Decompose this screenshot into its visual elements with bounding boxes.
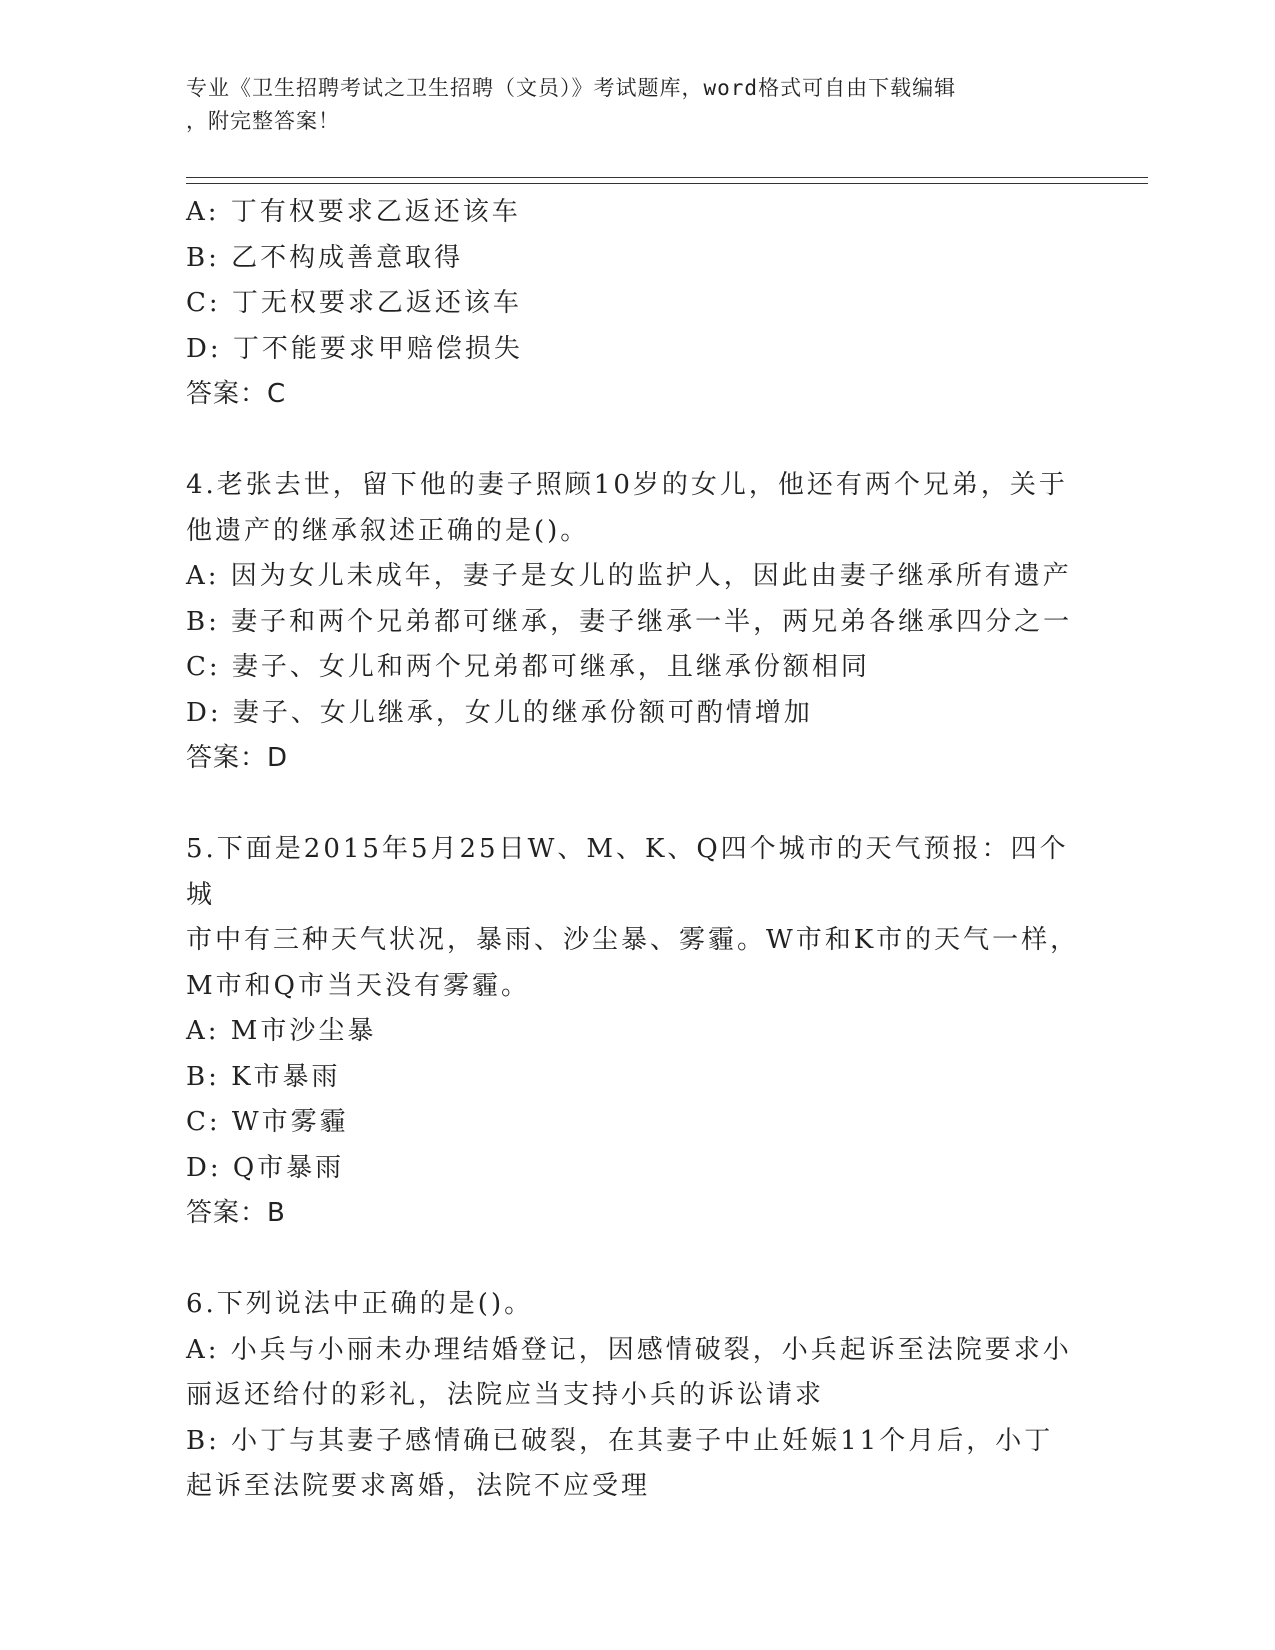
option-d: D: 丁不能要求甲赔偿损失 <box>186 333 523 364</box>
answer: 答案：C <box>186 379 287 409</box>
spacer <box>186 418 1086 464</box>
option-c: C: W市雾霾 <box>186 1107 349 1137</box>
option-d: D: 妻子、女儿继承，女儿的继承份额可酌情增加 <box>186 697 813 728</box>
option-c: C: 妻子、女儿和两个兄弟都可继承，且继承份额相同 <box>186 652 870 682</box>
spacer <box>186 1237 1086 1283</box>
option-b: B: 乙不构成善意取得 <box>186 242 464 273</box>
question-6 <box>186 1282 1086 1510</box>
question-stem-line: 4.老张去世，留下他的妻子照顾10岁的女儿，他还有两个兄弟，关于 <box>186 470 1068 500</box>
spacer <box>186 782 1086 828</box>
option-b: B: K市暴雨 <box>186 1061 341 1092</box>
question-stem-line: 5.下面是2015年5月25日W、M、K、Q四个城市的天气预报：四个城 <box>186 834 1069 910</box>
question-stem-line: 6.下列说法中正确的是()。 <box>186 1289 534 1319</box>
option-a: A: 因为女儿未成年，妻子是女儿的监护人，因此由妻子继承所有遗产 <box>186 561 1072 591</box>
header-line-1: 专业《卫生招聘考试之卫生招聘（文员）》考试题库，word格式可自由下载编辑 <box>186 76 957 100</box>
document-body <box>186 190 1086 1510</box>
question-stem-line: M市和Q市当天没有雾霾。 <box>186 970 530 1001</box>
option-a: A: 丁有权要求乙返还该车 <box>186 197 521 227</box>
document-header <box>186 72 1066 138</box>
answer: 答案：D <box>186 743 289 773</box>
header-divider-bottom <box>186 183 1148 184</box>
option-line: 起诉至法院要求离婚，法院不应受理 <box>186 1471 651 1501</box>
option-line: B: 小丁与其妻子感情确已破裂，在其妻子中止妊娠11个月后，小丁 <box>186 1425 1054 1456</box>
question-4 <box>186 463 1086 782</box>
question-stem-line: 市中有三种天气状况，暴雨、沙尘暴、雾霾。W市和K市的天气一样， <box>186 925 1080 955</box>
question-3 <box>186 190 1086 418</box>
option-d: D: Q市暴雨 <box>186 1152 345 1183</box>
option-a: A: M市沙尘暴 <box>186 1016 377 1046</box>
option-b: B: 妻子和两个兄弟都可继承，妻子继承一半，两兄弟各继承四分之一 <box>186 606 1073 637</box>
question-5 <box>186 827 1086 1237</box>
question-stem-line: 他遗产的继承叙述正确的是()。 <box>186 515 590 546</box>
answer: 答案：B <box>186 1198 286 1228</box>
option-c: C: 丁无权要求乙返还该车 <box>186 288 522 318</box>
option-line: A: 小兵与小丽未办理结婚登记，因感情破裂，小兵起诉至法院要求小 <box>186 1334 1072 1365</box>
option-line: 丽返还给付的彩礼，法院应当支持小兵的诉讼请求 <box>186 1380 825 1410</box>
header-divider-top <box>186 177 1148 178</box>
header-line-2: ，附完整答案！ <box>186 109 340 133</box>
